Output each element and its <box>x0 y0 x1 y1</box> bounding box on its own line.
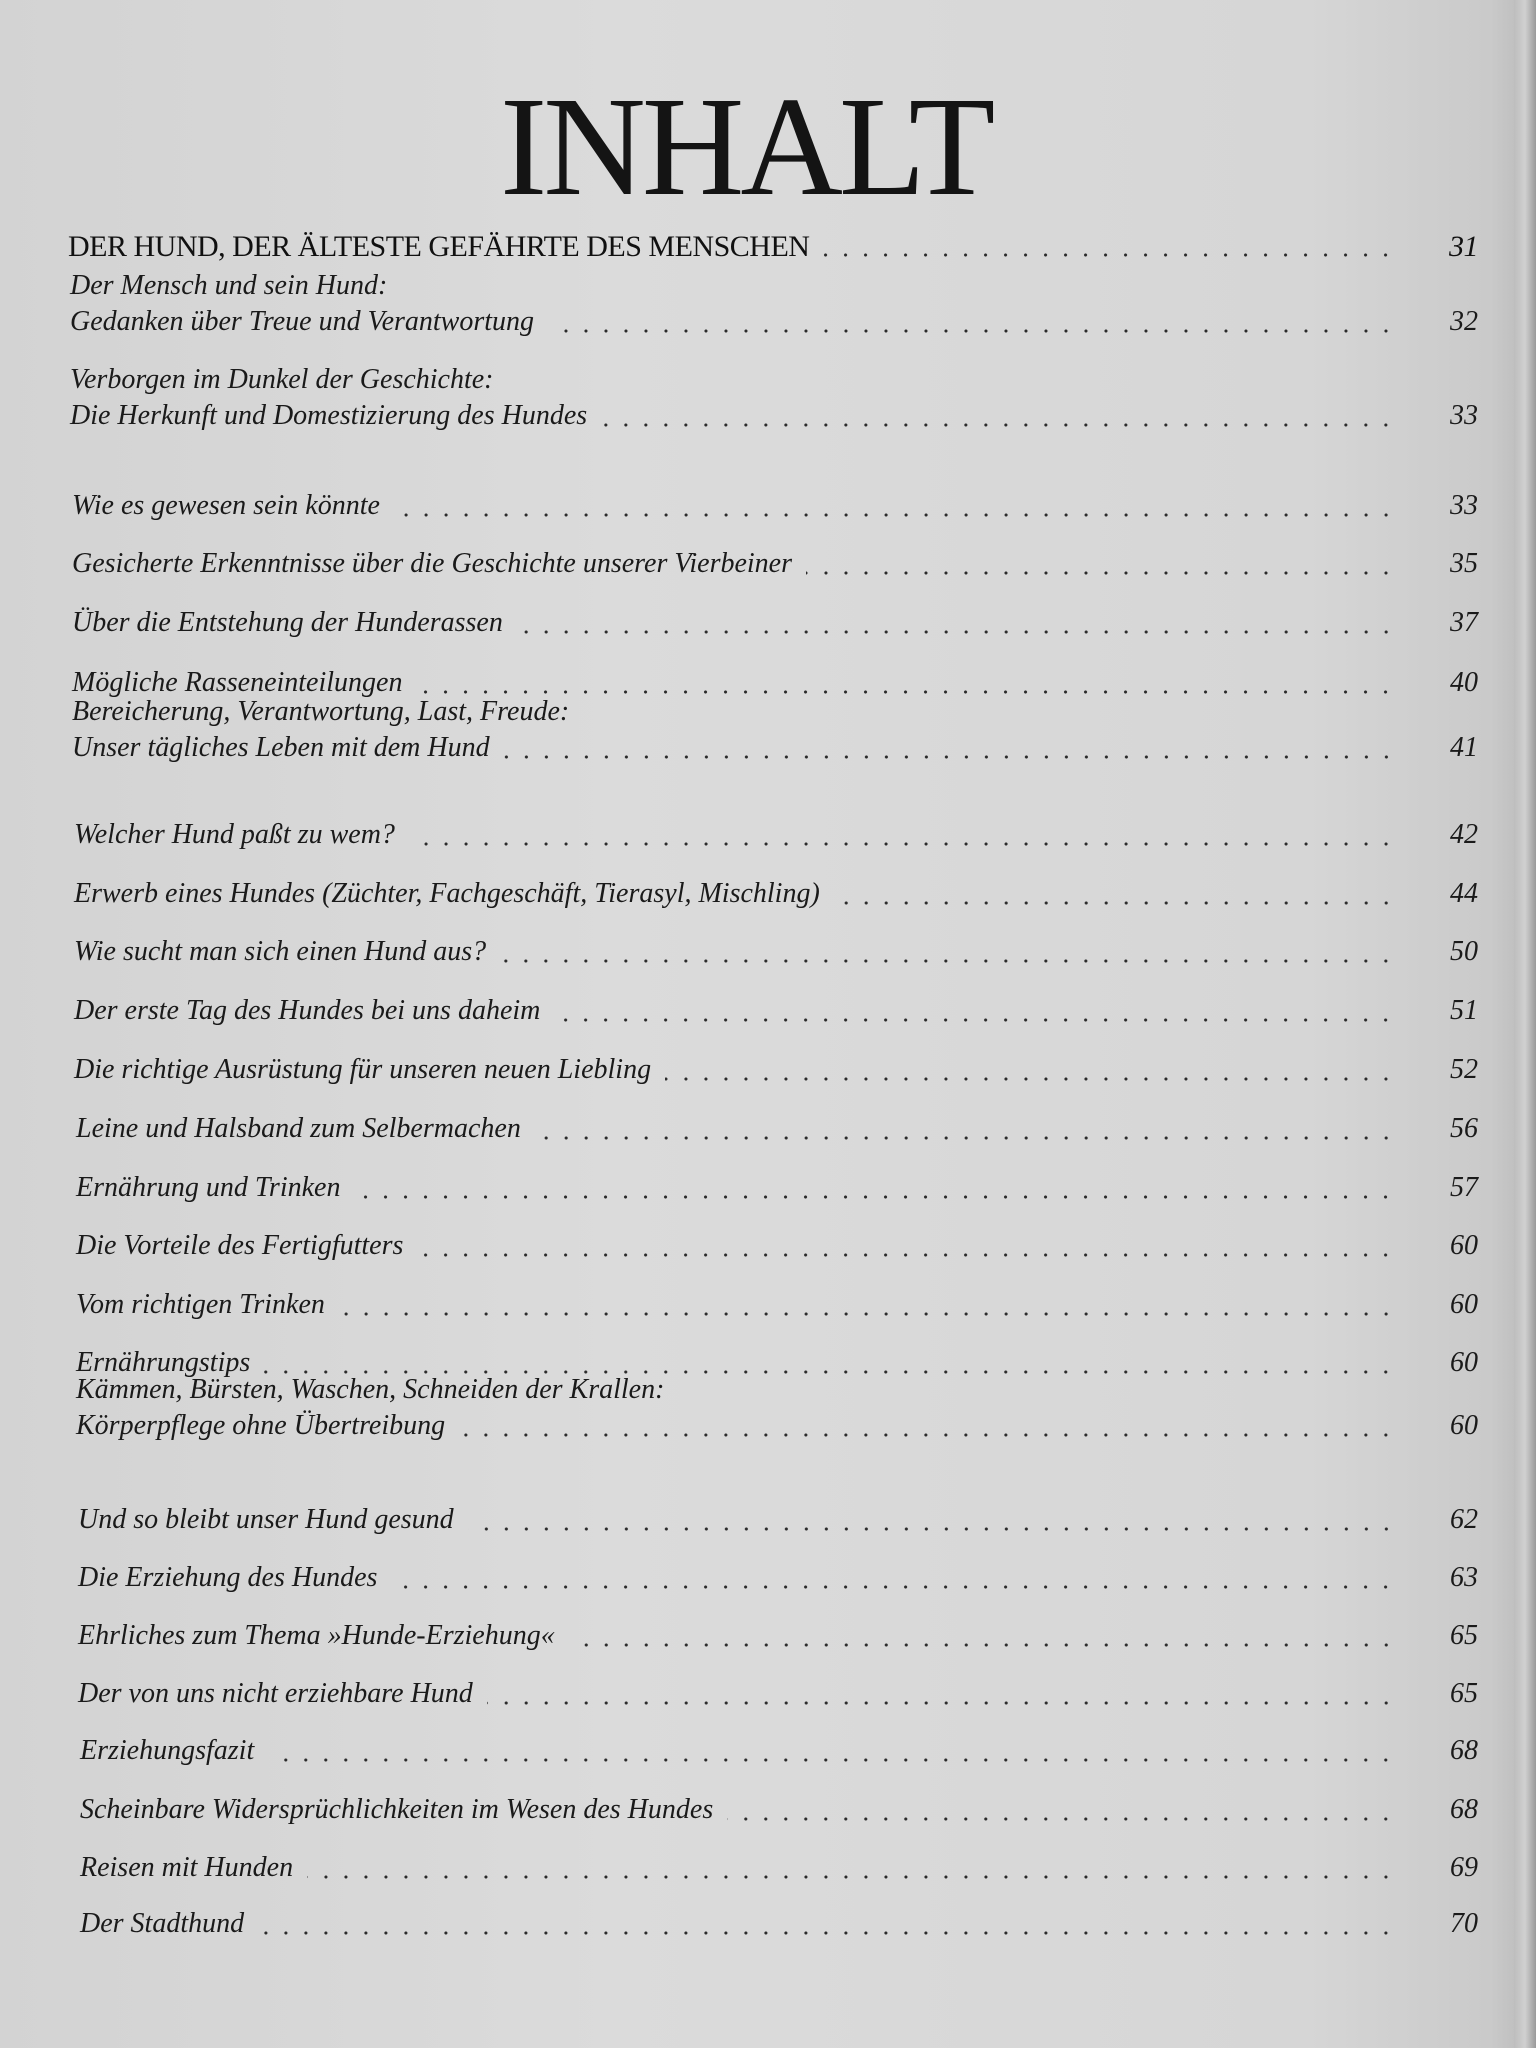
dot-leader <box>834 901 1396 905</box>
toc-entry-title: Unser tägliches Leben mit dem Hund <box>72 732 490 763</box>
toc-entry-title: Ehrliches zum Thema »Hunde-Erziehung« <box>78 1620 555 1651</box>
toc-page-number: 65 <box>1450 1678 1478 1709</box>
toc-entry-line <box>68 230 1478 266</box>
toc-entry-line <box>70 400 1478 436</box>
toc-entry-title: Reisen mit Hunden <box>80 1852 294 1883</box>
toc-entry-line <box>76 1289 1478 1325</box>
toc-page-number: 31 <box>1449 230 1478 263</box>
toc-entry-line <box>80 1794 1478 1830</box>
dot-leader <box>416 690 1396 694</box>
toc-entry-line <box>76 1374 1478 1410</box>
toc-entry-title: Erwerb eines Hundes (Züchter, Fachgeschäft, Tierasyl, Mischling) <box>74 878 820 909</box>
dot-leader <box>823 253 1396 257</box>
toc-entry-title: Der von uns nicht erziehbare Hund <box>78 1678 473 1709</box>
toc-page-number: 68 <box>1450 1794 1478 1825</box>
toc-entry-line <box>76 1230 1478 1266</box>
toc-entry <box>80 1794 1478 1830</box>
toc-entry-line <box>76 1172 1478 1208</box>
toc-entry-line <box>74 936 1478 972</box>
toc-page-number: 57 <box>1450 1172 1478 1203</box>
toc-page-number: 33 <box>1450 400 1478 431</box>
toc-entry <box>72 490 1478 526</box>
toc-entry-title: Die Herkunft und Domestizierung des Hundes <box>70 400 588 431</box>
toc-entry-title: Mögliche Rasseneinteilungen <box>72 667 403 698</box>
toc-section-heading <box>68 230 1478 266</box>
toc-page-number: 56 <box>1450 1113 1478 1144</box>
toc-entry-title: Welcher Hund paßt zu wem? <box>74 819 395 850</box>
toc-entry <box>74 936 1478 972</box>
toc-entry <box>76 1113 1478 1149</box>
toc-entry-line <box>78 1504 1478 1540</box>
toc-entry-title: Wie sucht man sich einen Hund aus? <box>74 936 487 967</box>
toc-entry-title: Ernährungstips <box>76 1347 251 1378</box>
toc-entry <box>74 1054 1478 1090</box>
toc-entry-title: Der erste Tag des Hundes bei uns daheim <box>74 995 541 1026</box>
toc-page-number: 69 <box>1450 1852 1478 1883</box>
page-title: INHALT <box>500 67 992 225</box>
toc-page-number: 41 <box>1450 732 1478 763</box>
toc-entry-line <box>74 819 1478 855</box>
toc-entry <box>70 270 1478 342</box>
toc-entry-line <box>72 490 1478 526</box>
toc-page-number: 33 <box>1450 490 1478 521</box>
toc-entry-title: Wie es gewesen sein könnte <box>72 490 380 521</box>
toc-entry <box>74 819 1478 855</box>
dot-leader <box>354 1195 1396 1199</box>
toc-page-number: 52 <box>1450 1054 1478 1085</box>
toc-entry-title: Körperpflege ohne Übertreibung <box>76 1410 446 1441</box>
dot-leader <box>548 329 1396 333</box>
toc-entry-title: Gesicherte Erkenntnisse über die Geschichte unserer Vierbeiner <box>72 548 793 579</box>
toc-entry <box>76 1374 1478 1446</box>
toc-entry-title: Die Erziehung des Hundes <box>78 1562 378 1593</box>
toc-page-number: 60 <box>1450 1230 1478 1261</box>
dot-leader <box>339 1312 1396 1316</box>
toc-page-number: 70 <box>1450 1908 1478 1939</box>
toc-entry-line <box>72 607 1478 643</box>
toc-entry <box>72 607 1478 643</box>
toc-entry-title: DER HUND, DER ÄLTESTE GEFÄHRTE DES MENSCHEN <box>68 230 810 263</box>
toc-page-number: 32 <box>1450 306 1478 337</box>
toc-entry <box>72 548 1478 584</box>
toc-entry-line <box>74 1054 1478 1090</box>
toc-entry-line <box>78 1620 1478 1656</box>
toc-page-number: 63 <box>1450 1562 1478 1593</box>
toc-entry <box>78 1678 1478 1714</box>
dot-leader <box>409 842 1396 846</box>
toc-page-number: 60 <box>1450 1289 1478 1320</box>
toc-entry-title: Über die Entstehung der Hunderassen <box>72 607 503 638</box>
toc-entry-title: Kämmen, Bürsten, Waschen, Schneiden der Krallen: <box>76 1374 665 1405</box>
toc-entry-line <box>78 1678 1478 1714</box>
toc-page-number: 44 <box>1450 878 1478 909</box>
toc-entry-line <box>74 995 1478 1031</box>
toc-page-number: 35 <box>1450 548 1478 579</box>
toc-entry-line <box>70 364 1478 400</box>
toc-entry-line <box>80 1852 1478 1888</box>
dot-leader <box>468 1527 1396 1531</box>
toc-page-number: 51 <box>1450 995 1478 1026</box>
toc-entry-title: Der Mensch und sein Hund: <box>70 270 388 301</box>
toc-entry-line <box>72 732 1478 768</box>
toc-entry <box>70 364 1478 436</box>
toc-entry-line <box>80 1908 1478 1944</box>
toc-page-number: 40 <box>1450 667 1478 698</box>
toc-entry <box>74 878 1478 914</box>
toc-entry-title: Vom richtigen Trinken <box>76 1289 325 1320</box>
dot-leader <box>665 1077 1396 1081</box>
toc-entry-line <box>76 1113 1478 1149</box>
table-of-contents <box>68 0 1478 2048</box>
toc-entry-line <box>76 1410 1478 1446</box>
toc-entry-title: Verborgen im Dunkel der Geschichte: <box>70 364 494 395</box>
toc-entry-title: Ernährung und Trinken <box>76 1172 341 1203</box>
dot-leader <box>394 513 1396 517</box>
toc-page-number: 65 <box>1450 1620 1478 1651</box>
toc-entry-title: Die Vorteile des Fertigfutters <box>76 1230 404 1261</box>
dot-leader <box>459 1433 1396 1437</box>
dot-leader <box>727 1817 1396 1821</box>
toc-entry <box>78 1562 1478 1598</box>
dot-leader <box>307 1875 1396 1879</box>
toc-page-number: 42 <box>1450 819 1478 850</box>
dot-leader <box>535 1136 1396 1140</box>
toc-entry <box>78 1620 1478 1656</box>
dot-leader <box>504 755 1396 759</box>
dot-leader <box>569 1643 1396 1647</box>
toc-entry <box>74 995 1478 1031</box>
toc-entry <box>80 1908 1478 1944</box>
dot-leader <box>500 959 1396 963</box>
toc-entry <box>76 1230 1478 1266</box>
toc-entry <box>80 1735 1478 1771</box>
toc-entry-line <box>74 878 1478 914</box>
toc-entry-line <box>70 270 1478 306</box>
toc-entry-title: Und so bleibt unser Hund gesund <box>78 1504 454 1535</box>
toc-entry-title: Gedanken über Treue und Verantwortung <box>70 306 535 337</box>
toc-entry-title: Erziehungsfazit <box>80 1735 255 1766</box>
toc-page-number: 37 <box>1450 607 1478 638</box>
toc-page-number: 62 <box>1450 1504 1478 1535</box>
dot-leader <box>268 1758 1396 1762</box>
toc-entry <box>80 1852 1478 1888</box>
dot-leader <box>258 1931 1396 1935</box>
toc-page-number: 60 <box>1450 1347 1478 1378</box>
toc-entry <box>76 1289 1478 1325</box>
toc-entry-title: Die richtige Ausrüstung für unseren neuen Liebling <box>74 1054 652 1085</box>
dot-leader <box>391 1585 1396 1589</box>
toc-entry-line <box>78 1562 1478 1598</box>
toc-entry-line <box>72 696 1478 732</box>
toc-entry <box>78 1504 1478 1540</box>
toc-entry-line <box>72 548 1478 584</box>
toc-page-number: 68 <box>1450 1735 1478 1766</box>
dot-leader <box>554 1018 1396 1022</box>
toc-entry <box>76 1172 1478 1208</box>
page-edge <box>1514 0 1536 2048</box>
toc-entry-title: Scheinbare Widersprüchlichkeiten im Wesen des Hundes <box>80 1794 714 1825</box>
toc-entry-title: Leine und Halsband zum Selbermachen <box>76 1113 521 1144</box>
dot-leader <box>806 571 1396 575</box>
toc-entry-line <box>80 1735 1478 1771</box>
toc-entry <box>72 696 1478 768</box>
dot-leader <box>417 1253 1396 1257</box>
toc-page-number: 60 <box>1450 1410 1478 1441</box>
dot-leader <box>601 423 1396 427</box>
toc-page-number: 50 <box>1450 936 1478 967</box>
dot-leader <box>487 1701 1396 1705</box>
toc-entry-line <box>70 306 1478 342</box>
dot-leader <box>517 630 1396 634</box>
toc-entry-title: Bereicherung, Verantwortung, Last, Freude: <box>72 696 570 727</box>
toc-entry-title: Der Stadthund <box>80 1908 245 1939</box>
